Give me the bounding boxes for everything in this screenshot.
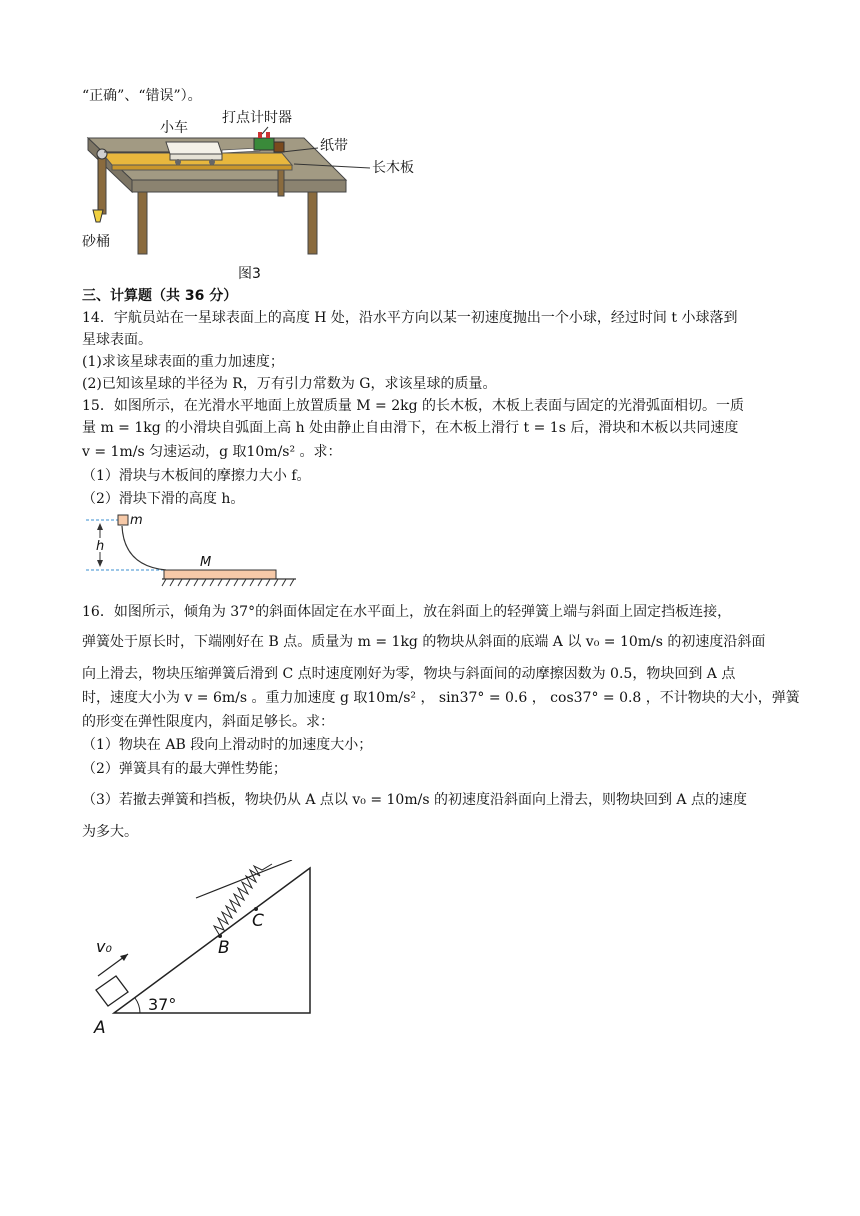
small-block	[118, 515, 128, 525]
q15-line: 15．如图所示，在光滑水平地面上放置质量 M = 2kg 的长木板，木板上表面与固定的光滑弧面相切。一质	[82, 398, 745, 414]
q15-line: v = 1m/s 匀速运动，g 取10m/s² 。求：	[82, 444, 342, 460]
q16-sub: 为多大。	[82, 824, 138, 840]
long-board-M	[164, 570, 276, 579]
section-title: 三、计算题（共 36 分）	[82, 288, 238, 304]
label-v0: v₀	[96, 937, 112, 956]
label-angle: 37°	[148, 995, 177, 1014]
q15-sub: （2）滑块下滑的高度 h。	[82, 491, 245, 507]
incline	[114, 868, 310, 1013]
label-cart: 小车	[160, 120, 188, 136]
figure-q15	[82, 510, 312, 592]
timer	[254, 138, 274, 150]
label-B: B	[218, 938, 230, 958]
q16-line: 向上滑去，物块压缩弹簧后滑到 C 点时速度刚好为零，物块与斜面间的动摩擦因数为 0.5，物块回到 A 点	[82, 666, 736, 682]
label-M: M	[200, 555, 212, 570]
q16-sub: （2）弹簧具有的最大弹性势能；	[82, 761, 287, 777]
q16-sub: （3）若撤去弹簧和挡板，物块仍从 A 点以 v₀ = 10m/s 的初速度沿斜面向上滑去，则物块回到 A 点的速度	[82, 792, 747, 808]
block	[96, 976, 128, 1006]
figure-3-apparatus	[82, 108, 422, 278]
sand-bucket	[93, 210, 103, 222]
cart	[166, 142, 222, 154]
q14-line: 14．宇航员站在一星球表面上的高度 H 处，沿水平方向以某一初速度抛出一个小球，经过时间 t 小球落到	[82, 310, 738, 326]
q15-line: 量 m = 1kg 的小滑块自弧面上高 h 处由静止自由滑下，在木板上滑行 t = 1s 后，滑块和木板以共同速度	[82, 420, 739, 436]
label-tape: 纸带	[320, 138, 348, 154]
label-m: m	[130, 513, 143, 528]
text-fragment: “正确”、“错误”）。	[82, 88, 202, 104]
q14-sub: (1)求该星球表面的重力加速度；	[82, 354, 284, 370]
arc-surface	[122, 526, 166, 570]
label-board: 长木板	[372, 160, 414, 176]
q15-sub: （1）滑块与木板间的摩擦力大小 f。	[82, 468, 311, 484]
table-leg	[138, 192, 147, 254]
q16-line: 的形变在弹性限度内，斜面足够长。求：	[82, 714, 334, 730]
q16-line: 16．如图所示，倾角为 37°的斜面体固定在水平面上，放在斜面上的轻弹簧上端与斜面上固定挡板连接，	[82, 604, 732, 620]
table-leg	[308, 192, 317, 254]
q14-sub: (2)已知该星球的半径为 R，万有引力常数为 G，求该星球的质量。	[82, 376, 497, 392]
label-bucket: 砂桶	[82, 234, 110, 250]
q16-line: 时，速度大小为 v = 6m/s 。重力加速度 g 取10m/s² ， sin37° = 0.6 ， cos37° = 0.8 ，不计物块的大小，弹簧	[82, 690, 800, 706]
table-leg	[98, 152, 106, 214]
label-timer: 打点计时器	[222, 110, 292, 126]
q14-line: 星球表面。	[82, 332, 152, 348]
label-A: A	[94, 1018, 106, 1038]
q16-line: 弹簧处于原长时，下端刚好在 B 点。质量为 m = 1kg 的物块从斜面的底端 A 以 v₀ = 10m/s 的初速度沿斜面	[82, 634, 766, 650]
q16-sub: （1）物块在 AB 段向上滑动时的加速度大小；	[82, 737, 373, 753]
label-C: C	[252, 911, 264, 931]
figure-caption: 图3	[238, 266, 261, 282]
label-h: h	[96, 539, 105, 554]
figure-q16-incline	[86, 860, 326, 1042]
